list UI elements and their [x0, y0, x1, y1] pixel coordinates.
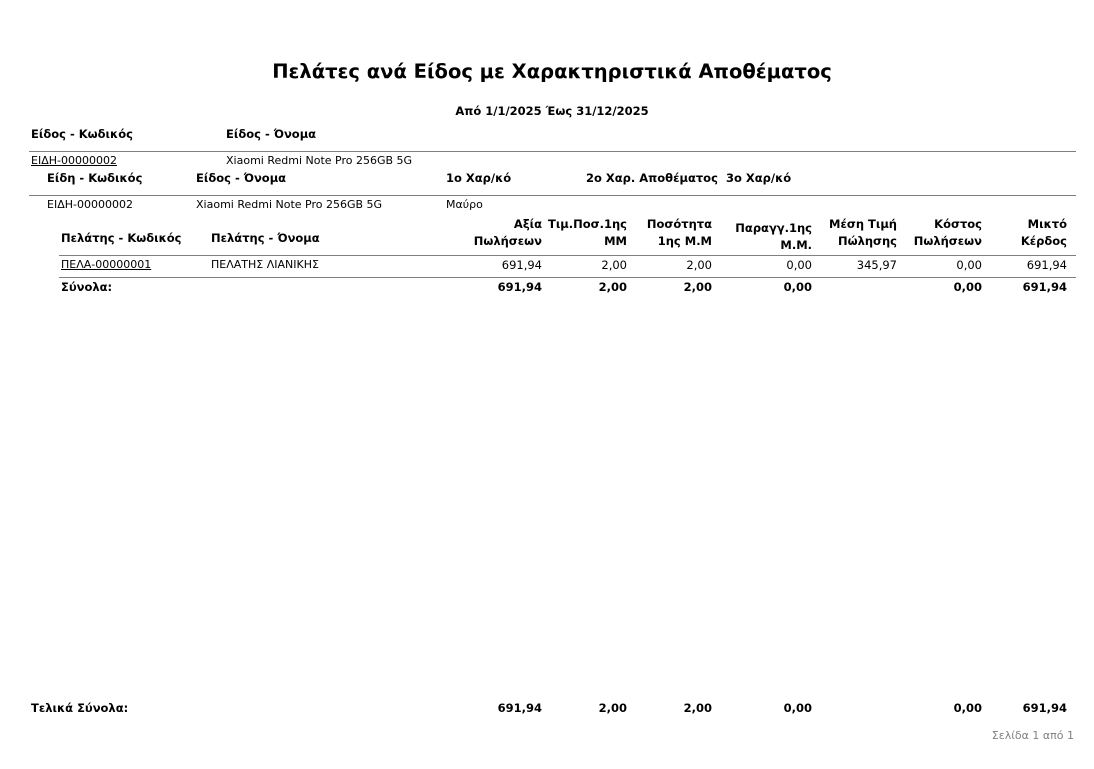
grand-total-sales-value: 691,94 — [497, 701, 542, 715]
char1-header: 1ο Χαρ/κό — [446, 171, 512, 185]
group-name: Xiaomi Redmi Note Pro 256GB 5G — [226, 154, 413, 167]
group-divider — [29, 151, 1076, 152]
customer-name: ΠΕΛΑΤΗΣ ΛΙΑΝΙΚΗΣ — [211, 258, 319, 271]
grand-total-quantity: 2,00 — [683, 701, 712, 715]
sales-value-header: Αξία Πωλήσεων — [473, 217, 542, 248]
customer-name-header: Πελάτης - Όνομα — [211, 231, 320, 245]
subtotal-sales-value: 691,94 — [497, 280, 542, 294]
grand-total-label: Τελικά Σύνολα: — [31, 701, 129, 715]
report-title: Πελάτες ανά Είδος με Χαρακτηριστικά Αποθέματος — [272, 60, 832, 83]
subtotal-label: Σύνολα: — [61, 280, 113, 294]
group-code-header: Είδος - Κωδικός — [31, 127, 133, 141]
row-cost: 0,00 — [956, 258, 982, 272]
char3-header: 3ο Χαρ/κό — [726, 171, 792, 185]
row-gross-profit: 691,94 — [1026, 258, 1067, 272]
subtotal-unit-price: 2,00 — [598, 280, 627, 294]
customer-code-link[interactable]: ΠΕΛΑ-00000001 — [61, 258, 152, 271]
item-name-header: Είδος - Όνομα — [196, 171, 287, 185]
item-name: Xiaomi Redmi Note Pro 256GB 5G — [196, 198, 383, 211]
row-quantity: 2,00 — [686, 258, 712, 272]
subtotal-prod-qty: 0,00 — [783, 280, 812, 294]
customer-code-header: Πελάτης - Κωδικός — [61, 231, 182, 245]
cost-header: Κόστος Πωλήσεων — [913, 217, 982, 248]
subtotal-gross-profit: 691,94 — [1022, 280, 1067, 294]
grand-total-cost: 0,00 — [953, 701, 982, 715]
row-prod-qty: 0,00 — [786, 258, 812, 272]
subtotal-cost: 0,00 — [953, 280, 982, 294]
unit-price-header: Τιμ.Ποσ.1ης ΜΜ — [547, 217, 627, 248]
quantity-header: Ποσότητα 1ης Μ.Μ — [646, 217, 712, 248]
subtotal-divider — [59, 277, 1076, 278]
item-code-header: Είδη - Κωδικός — [47, 171, 143, 185]
item-char1: Μαύρο — [446, 198, 483, 211]
group-code-link[interactable]: ΕΙΔΗ-00000002 — [31, 154, 117, 167]
row-sales-value: 691,94 — [501, 258, 542, 272]
gross-profit-header: Μικτό Κέρδος — [1020, 217, 1067, 248]
row-avg-price: 345,97 — [856, 258, 897, 272]
page-number: Σελίδα 1 από 1 — [991, 729, 1074, 742]
report-period: Από 1/1/2025 Έως 31/12/2025 — [455, 104, 649, 118]
row-unit-price: 2,00 — [601, 258, 627, 272]
item-divider — [29, 195, 1076, 196]
item-code: ΕΙΔΗ-00000002 — [47, 198, 133, 211]
grand-total-gross-profit: 691,94 — [1022, 701, 1067, 715]
group-name-header: Είδος - Όνομα — [226, 127, 317, 141]
grand-total-unit-price: 2,00 — [598, 701, 627, 715]
subtotal-quantity: 2,00 — [683, 280, 712, 294]
grand-total-prod-qty: 0,00 — [783, 701, 812, 715]
avg-price-header: Μέση Τιμή Πώλησης — [829, 217, 897, 248]
char2-header: 2ο Χαρ. Αποθέματος — [586, 171, 718, 185]
columns-divider — [59, 255, 1076, 256]
prod-qty-header: Παραγγ.1ης Μ.Μ. — [735, 221, 812, 252]
